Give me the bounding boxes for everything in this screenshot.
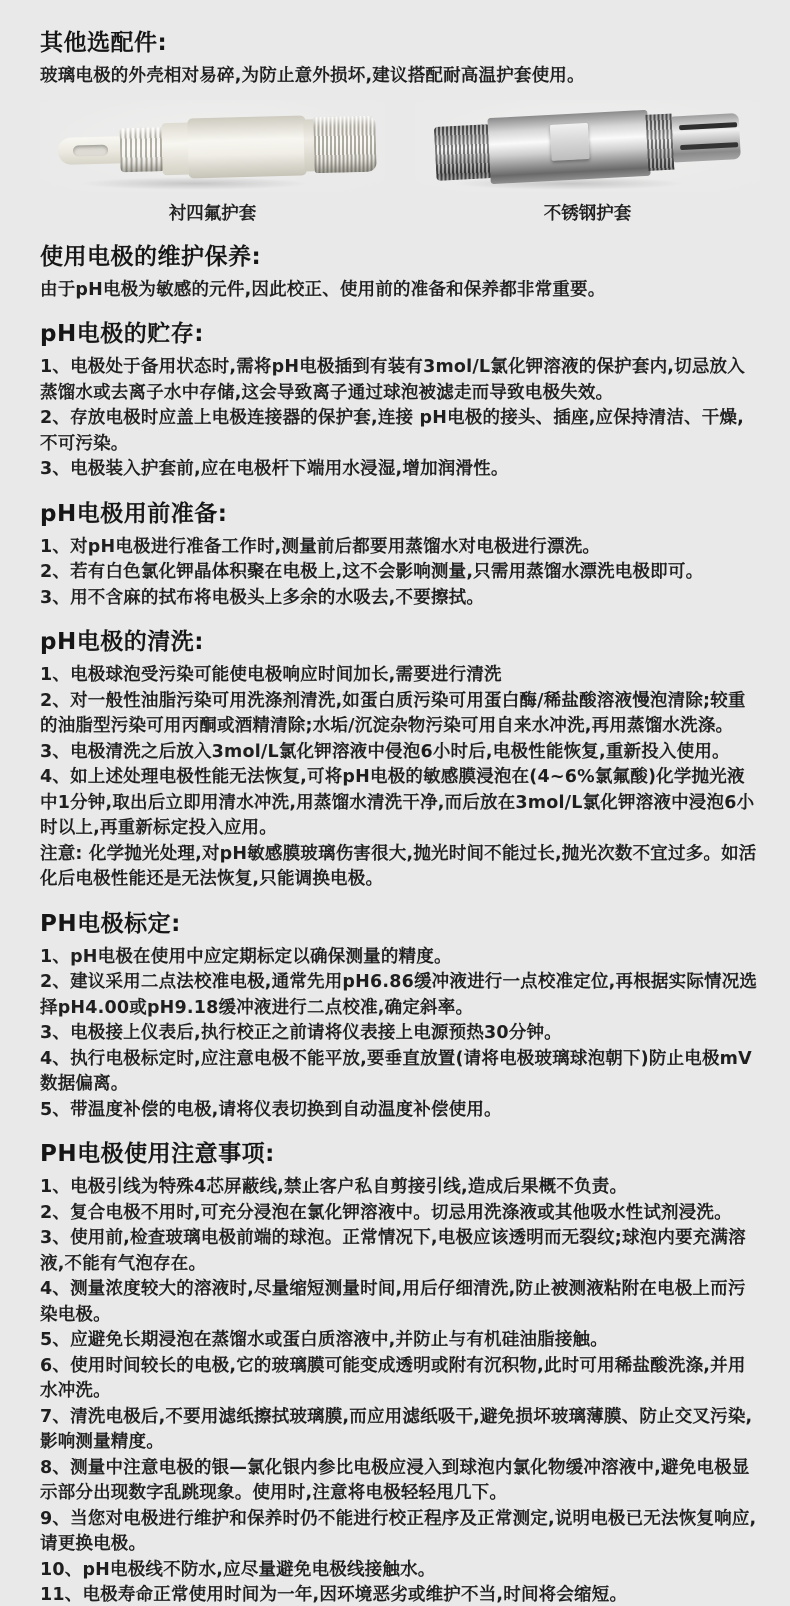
list-item: 7、清洗电极后,不要用滤纸擦拭玻璃膜,而应用滤纸吸干,避免损坏玻璃薄膜、防止交叉污染,影响测量精度。 — [40, 1406, 753, 1452]
list-item: 1、pH电极在使用中应定期标定以确保测量的精度。 — [40, 946, 452, 967]
steel-collet — [672, 113, 741, 162]
ptfe-thread-front — [119, 127, 164, 172]
maintenance-intro-text: 由于pH电极为敏感的元件,因此校正、使用前的准备和保养都非常重要。 — [40, 279, 606, 300]
ptfe-collar — [161, 122, 190, 175]
section-usage-notes — [40, 1139, 760, 1606]
photo-row — [40, 100, 760, 226]
list-item: 1、电极球泡受污染可能使电极响应时间加长,需要进行清洗 — [40, 665, 502, 685]
ptfe-sleeve-caption: 衬四氟护套 — [168, 203, 257, 224]
usage-notes-heading: PH电极使用注意事项: — [40, 1141, 275, 1167]
list-item: 4、如上述处理电极性能无法恢复,可将pH电极的敏感膜浸泡在(4~6%氯氟酸)化学抛光液中1分钟,取出后立即用清水冲洗,用蒸馏水清洗干净,而后放在3mol/L氯化钾溶液中浸泡6小时以上,再重新标定投入应用。 — [40, 767, 755, 838]
steel-sleeve-illustration — [433, 105, 741, 187]
steel-sleeve-caption: 不锈钢护套 — [543, 203, 632, 224]
list-item: 2、若有白色氯化钾晶体积聚在电极上,这不会影响测量,只需用蒸馏水漂洗电极即可。 — [40, 562, 704, 582]
list-item: 1、电极引线为特殊4芯屏蔽线,禁止客户私自剪接引线,造成后果概不负责。 — [40, 1177, 628, 1197]
list-item: 3、电极清洗之后放入3mol/L氯化钾溶液中侵泡6小时后,电极性能恢复,重新投入使用。 — [40, 741, 730, 762]
steel-sleeve-photo — [415, 100, 760, 192]
list-item: 5、应避免长期浸泡在蒸馏水或蛋白质溶液中,并防止与有机硅油脂接触。 — [40, 1330, 608, 1350]
storage-heading: pH电极的贮存: — [40, 321, 204, 347]
steel-collet-slot — [679, 122, 737, 130]
section-storage — [40, 319, 760, 483]
list-item: 11、电极寿命正常使用时间为一年,因环境恶劣或维护不当,时间将会缩短。 — [40, 1585, 628, 1605]
list-item: 2、复合电极不用时,可充分浸泡在氯化钾溶液中。切忌用洗涤液或其他吸水性试剂浸洗。 — [40, 1202, 732, 1223]
accessories-heading: 其他选配件: — [40, 30, 168, 56]
ptfe-thread-rear — [313, 115, 376, 173]
list-item: 1、对pH电极进行准备工作时,测量前后都要用蒸馏水对电极进行漂洗。 — [40, 536, 601, 557]
section-cleaning — [40, 627, 760, 893]
preparation-heading: pH电极用前准备: — [40, 500, 228, 527]
list-item: 1、电极处于备用状态时,需将pH电极插到有装有3mol/L氯化钾溶液的保护套内,切忌放入蒸馏水或去离子水中存储,这会导致离子通过球泡被滤走而导致电极失效。 — [40, 357, 745, 403]
list-item: 4、执行电极标定时,应注意电极不能平放,要垂直放置(请将电极玻璃球泡朝下)防止电极mV数据偏离。 — [40, 1048, 752, 1094]
steel-sleeve-figure — [415, 100, 760, 226]
ptfe-tip-slot — [73, 144, 108, 156]
steel-thread-ring — [645, 113, 674, 170]
list-item: 3、用不含麻的拭布将电极头上多余的水吸去,不要擦拭。 — [40, 587, 485, 608]
list-item: 2、存放电极时应盖上电极连接器的保护套,连接 pH电极的接头、插座,应保持清洁、干燥,不可污染。 — [40, 408, 744, 454]
ptfe-body — [187, 115, 307, 178]
steel-thread-left — [434, 124, 493, 181]
maintenance-heading: 使用电极的维护保养: — [40, 243, 262, 270]
section-calibration — [40, 909, 760, 1124]
ptfe-slotted-tip — [58, 136, 123, 165]
accessories-intro-text: 玻璃电极的外壳相对易碎,为防止意外损坏,建议搭配耐高温护套使用。 — [40, 66, 585, 86]
list-item: 9、当您对电极进行维护和保养时仍不能进行校正程序及正常测定,说明电极已无法恢复响应,请更换电极。 — [40, 1508, 757, 1554]
list-item: 5、带温度补偿的电极,请将仪表切换到自动温度补偿使用。 — [40, 1099, 502, 1120]
steel-square-boss — [550, 122, 590, 160]
calibration-heading: PH电极标定: — [40, 910, 181, 937]
list-item: 6、使用时间较长的电极,它的玻璃膜可能变成透明或附有沉积物,此时可用稀盐酸洗涤,并用水冲洗。 — [40, 1355, 746, 1401]
list-item: 3、使用前,检查玻璃电极前端的球泡。正常情况下,电极应该透明而无裂纹;球泡内要充满溶液,不能有气泡存在。 — [40, 1228, 746, 1274]
list-item: 4、测量浓度较大的溶液时,尽量缩短测量时间,用后仔细清洗,防止被测液粘附在电极上而污染电极。 — [40, 1279, 746, 1325]
list-item: 2、建议采用二点法校准电极,通常先用pH6.86缓冲液进行一点校准定位,再根据实际情况选择pH4.00或pH9.18缓冲液进行二点校准,确定斜率。 — [40, 972, 758, 1018]
list-item: 2、对一般性油脂污染可用洗涤剂清洗,如蛋白质污染可用蛋白酶/稀盐酸溶液慢泡清除;较重的油脂型污染可用丙酮或酒精清除;水垢/沉淀杂物污染可用自来水冲洗,再用蒸馏水洗涤。 — [40, 690, 746, 736]
list-item: 3、电极接上仪表后,执行校正之前请将仪表接上电源预热30分钟。 — [40, 1023, 562, 1043]
list-item: 8、测量中注意电极的银—氯化银内参比电极应浸入到球泡内氯化物缓冲溶液中,避免电极显示部分出现数字乱跳现象。使用时,注意将电极轻轻甩几下。 — [40, 1457, 750, 1503]
ptfe-sleeve-figure — [40, 100, 385, 226]
cleaning-heading: pH电极的清洗: — [40, 629, 204, 655]
list-item: 3、电极装入护套前,应在电极杆下端用水浸湿,增加润滑性。 — [40, 459, 509, 479]
ptfe-sleeve-photo — [40, 100, 385, 192]
steel-collet-slot — [680, 142, 738, 150]
list-item: 10、pH电极线不防水,应尽量避免电极线接触水。 — [40, 1559, 436, 1580]
cleaning-note: 注意: 化学抛光处理,对pH敏感膜玻璃伤害很大,抛光时间不能过长,抛光次数不宜过多。如活化后电极性能还是无法恢复,只能调换电极。 — [40, 843, 757, 889]
ptfe-sleeve-illustration — [57, 108, 359, 186]
section-preparation — [40, 499, 760, 612]
